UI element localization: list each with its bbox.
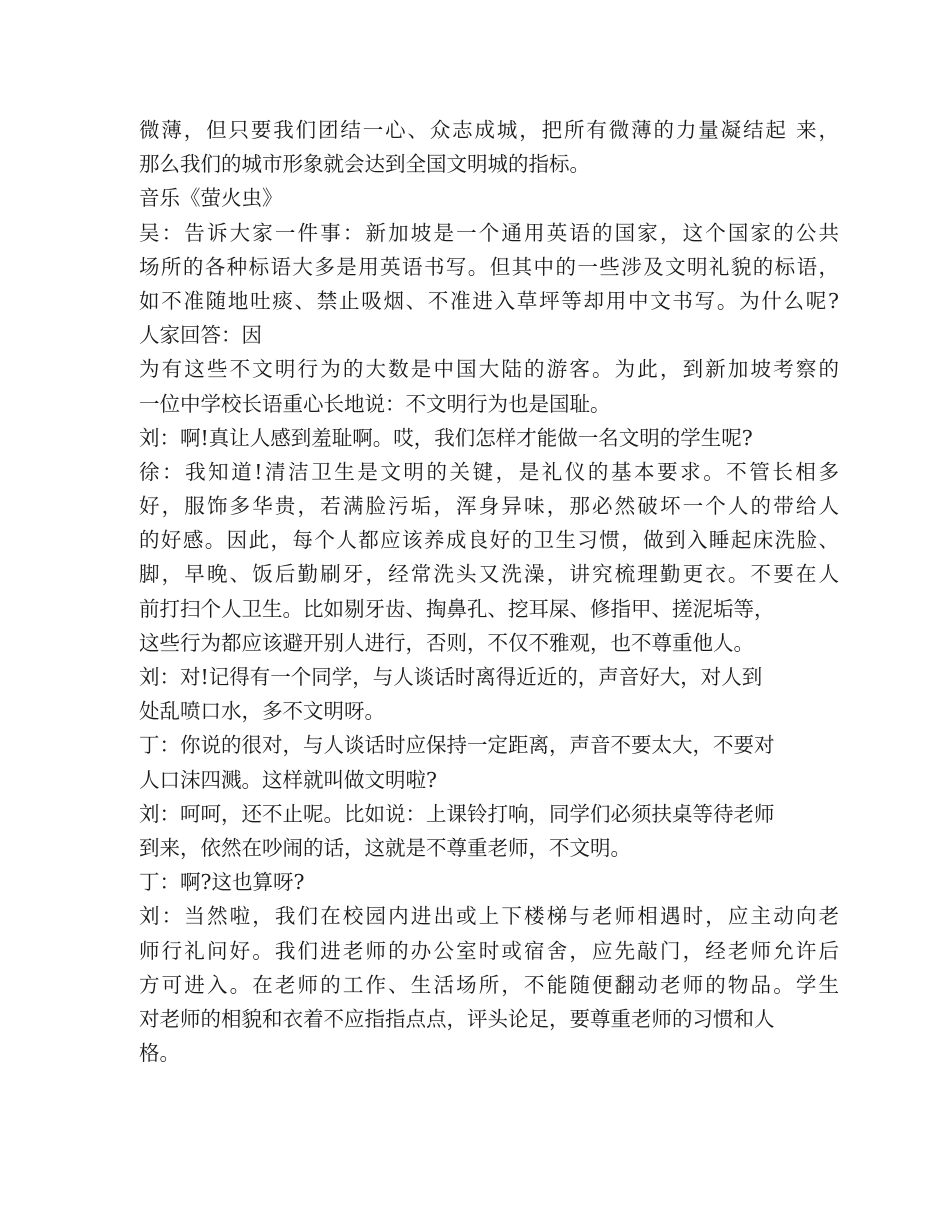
text-line: 方可进入。在老师的工作、生活场所，不能随便翻动老师的物品。学生 [139, 972, 839, 997]
text-line: 一位中学校长语重心长地说：不文明行为也是国耻。 [139, 391, 611, 416]
text-line: 的好感。因此，每个人都应该养成良好的卫生习惯，做到入睡起床洗脸、 [139, 528, 839, 553]
text-line: 音乐《萤火虫》 [139, 186, 283, 211]
text-line: 脚，早晚、饭后勤刷牙，经常洗头又洗澡，讲究梳理勤更衣。不要在人 [139, 562, 839, 587]
text-line: 丁：你说的很对，与人谈话时应保持一定距离，声音不要太大，不要对 [139, 733, 775, 758]
text-line: 如不准随地吐痰、禁止吸烟、不准进入草坪等却用中文书写。为什么呢? [139, 288, 839, 313]
text-line: 刘：对!记得有一个同学，与人谈话时离得近近的，声音好大，对人到 [139, 665, 763, 689]
text-line: 人口沫四溅。这样就叫做文明啦? [139, 767, 437, 792]
body-text [139, 113, 839, 1070]
text-line: 刘：呵呵，还不止呢。比如说：上课铃打响，同学们必须扶桌等待老师 [139, 801, 775, 826]
text-line: 为有这些不文明行为的大数是中国大陆的游客。为此，到新加坡考察的 [139, 357, 839, 382]
text-line: 格。 [139, 1041, 180, 1066]
text-line: 徐：我知道!清洁卫生是文明的关键，是礼仪的基本要求。不管长相多 [139, 459, 839, 484]
text-line: 刘：当然啦，我们在校园内进出或上下楼梯与老师相遇时，应主动向老 [139, 904, 839, 929]
text-line: 吴：告诉大家一件事：新加坡是一个通用英语的国家，这个国家的公共 [139, 220, 839, 245]
text-line: 这些行为都应该避开别人进行，否则，不仅不雅观，也不尊重他人。 [139, 630, 754, 655]
text-line: 到来，依然在吵闹的话，这就是不尊重老师，不文明。 [139, 835, 631, 860]
text-line: 场所的各种标语大多是用英语书写。但其中的一些涉及文明礼貌的标语， [139, 254, 839, 279]
text-line: 丁：啊?这也算呀? [139, 870, 305, 895]
text-line: 处乱喷口水，多不文明呀。 [139, 699, 385, 724]
text-line: 人家回答：因 [139, 323, 262, 348]
text-line: 师行礼问好。我们进老师的办公室时或宿舍，应先敲门，经老师允许后 [139, 938, 839, 963]
text-line: 微薄，但只要我们团结一心、众志成城，把所有微薄的力量凝结起 来， [139, 118, 839, 142]
text-line: 前打扫个人卫生。比如剔牙齿、掏鼻孔、挖耳屎、修指甲、搓泥垢等， [139, 596, 775, 621]
text-line: 刘：啊!真让人感到羞耻啊。哎，我们怎样才能做一名文明的学生呢? [139, 425, 753, 450]
text-line: 那么我们的城市形象就会达到全国文明城的指标。 [139, 152, 590, 177]
text-line: 好，服饰多华贵，若满脸污垢，浑身异味，那必然破坏一个人的带给人 [139, 494, 839, 519]
text-line: 对老师的相貌和衣着不应指指点点，评头论足，要尊重老师的习惯和人 [139, 1006, 775, 1031]
